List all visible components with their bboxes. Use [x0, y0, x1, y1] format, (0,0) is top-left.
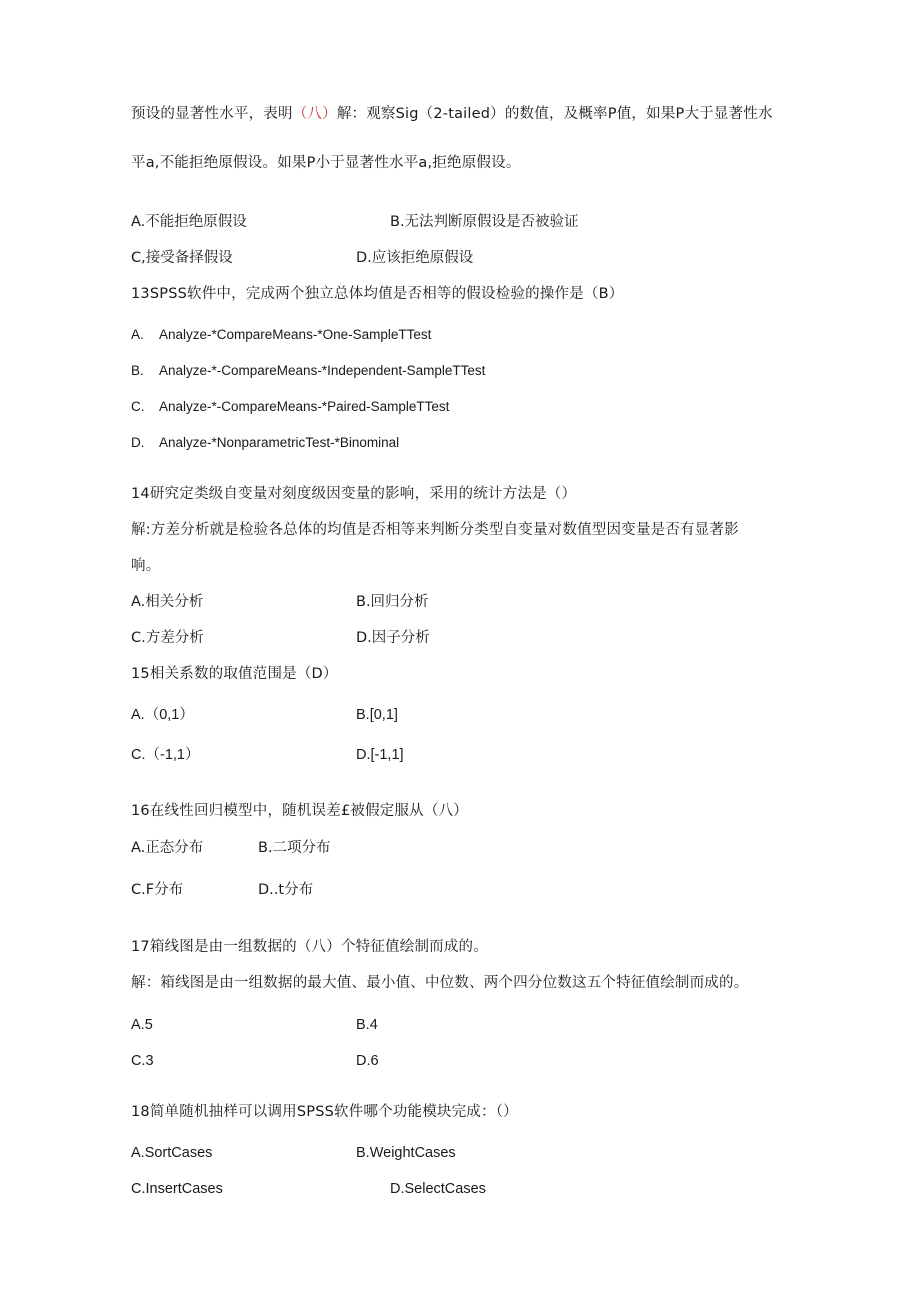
q15-option-b: B.[0,1]: [356, 707, 398, 723]
q18-option-b: B.WeightCases: [356, 1145, 456, 1161]
q16-stem: 16在线性回归模型中，随机误差£被假定服从（八）: [131, 803, 468, 819]
q13-option-b: [131, 361, 485, 381]
intro-line-1: [131, 104, 773, 124]
option-text: Analyze-*CompareMeans-*One-SampleTTest: [159, 327, 432, 342]
q13-option-c: [131, 397, 449, 417]
q15-stem: 15相关系数的取值范围是（D）: [131, 666, 338, 682]
q15-option-c: C.（-1,1）: [131, 747, 200, 763]
option-text: Analyze-*NonparametricTest-*Binominal: [159, 435, 400, 450]
intro-answer: （八）: [292, 106, 337, 122]
q14-explanation-1: 解:方差分析就是检验各总体的均值是否相等来判断分类型自变量对数值型因变量是否有显著影: [131, 522, 739, 538]
option-letter: C.: [131, 399, 145, 414]
q16-option-b: B.二项分布: [258, 840, 331, 856]
q14-option-a: A.相关分析: [131, 594, 204, 610]
q17-option-a: A.5: [131, 1017, 153, 1033]
q14-explanation-2: 响。: [131, 558, 161, 574]
q18-option-c: C.InsertCases: [131, 1181, 223, 1197]
q14-option-d: D.因子分析: [356, 630, 430, 646]
q14-option-b: B.回归分析: [356, 594, 429, 610]
q16-option-c: C.F分布: [131, 882, 184, 898]
option-letter: D.: [131, 435, 145, 450]
option-letter: B.: [131, 363, 144, 378]
q18-option-d: D.SelectCases: [390, 1181, 486, 1197]
intro-text-a: 预设的显著性水平，表明: [131, 106, 293, 122]
q12-option-b: B.无法判断原假设是否被验证: [390, 214, 579, 230]
q17-explanation: 解：箱线图是由一组数据的最大值、最小值、中位数、两个四分位数这五个特征值绘制而成的。: [131, 975, 749, 991]
option-text: Analyze-*-CompareMeans-*Paired-SampleTTest: [159, 399, 450, 414]
q13-stem: 13SPSS软件中，完成两个独立总体均值是否相等的假设检验的操作是（B）: [131, 286, 624, 302]
q16-option-a: A.正态分布: [131, 840, 204, 856]
q14-option-c: C.方差分析: [131, 630, 204, 646]
q13-option-a: [131, 325, 431, 345]
intro-line-2: 平a,不能拒绝原假设。如果P小于显著性水平a,拒绝原假设。: [131, 155, 521, 171]
q17-option-b: B.4: [356, 1017, 378, 1033]
q17-option-d: D.6: [356, 1053, 379, 1069]
q15-option-a: A.（0,1）: [131, 707, 194, 723]
q15-option-d: D.[-1,1]: [356, 747, 404, 763]
q13-option-d: [131, 433, 399, 453]
q12-option-d: D.应该拒绝原假设: [356, 250, 474, 266]
intro-text-b: 解：观察Sig（2-tailed）的数值，及概率P值，如果P大于显著性水: [336, 106, 773, 122]
q16-option-d: D..t分布: [258, 882, 314, 898]
q12-option-c: C,接受备择假设: [131, 250, 233, 266]
q17-stem: 17箱线图是由一组数据的（八）个特征值绘制而成的。: [131, 939, 488, 955]
q18-stem: 18简单随机抽样可以调用SPSS软件哪个功能模块完成：（）: [131, 1104, 518, 1120]
q14-stem: 14研究定类级自变量对刻度级因变量的影响，采用的统计方法是（）: [131, 486, 577, 502]
q17-option-c: C.3: [131, 1053, 154, 1069]
option-letter: A.: [131, 327, 144, 342]
q18-option-a: A.SortCases: [131, 1145, 213, 1161]
option-text: Analyze-*-CompareMeans-*Independent-SampleTTest: [159, 363, 486, 378]
q12-option-a: A.不能拒绝原假设: [131, 214, 247, 230]
